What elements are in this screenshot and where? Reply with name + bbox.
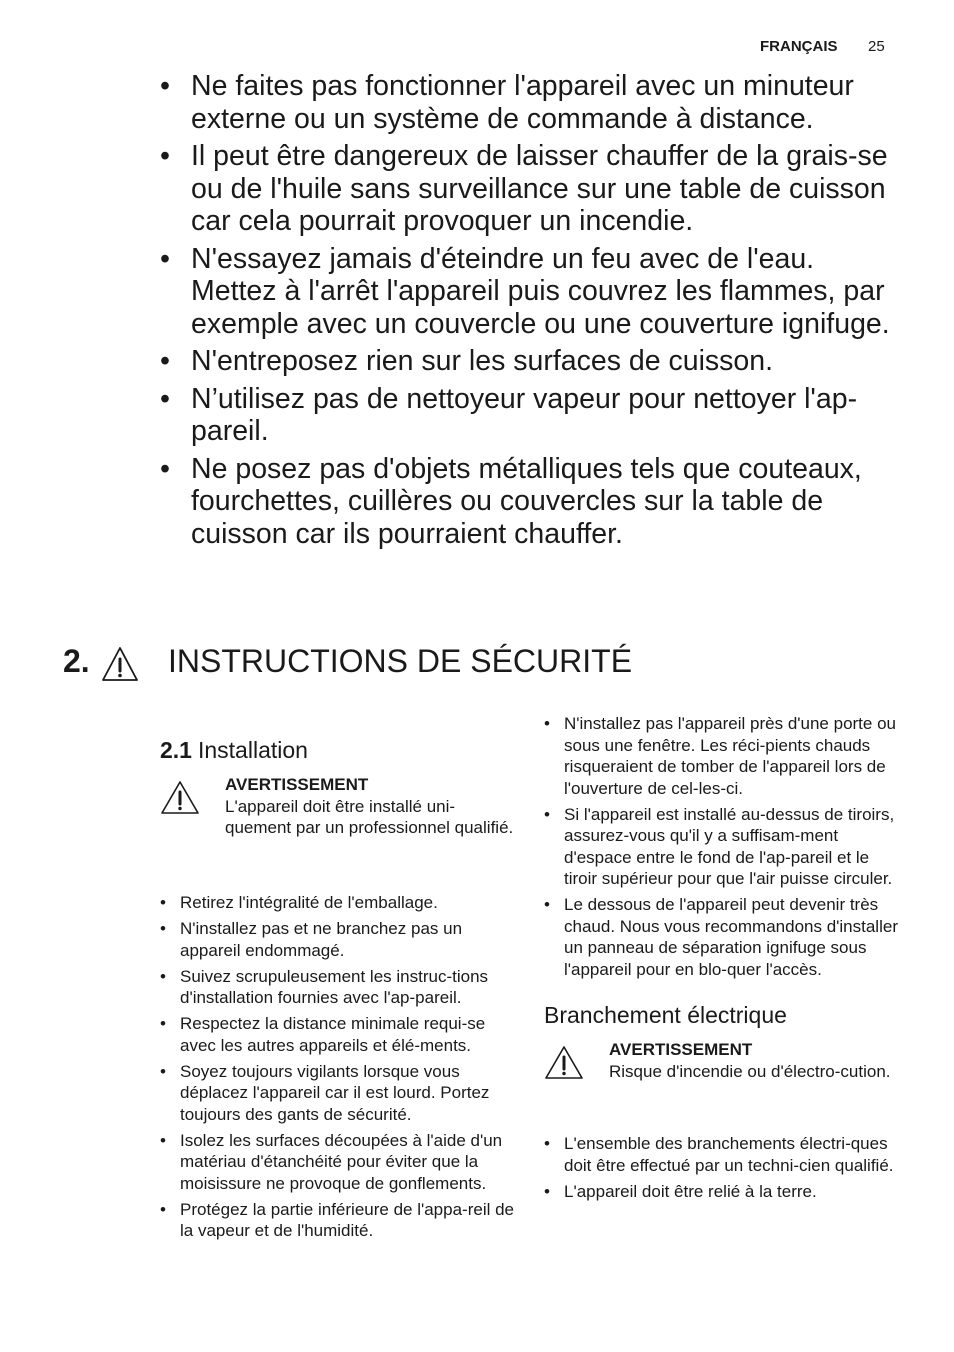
installation-bullet-list	[160, 892, 515, 1242]
page-number: 25	[868, 38, 885, 55]
list-item: • Suivez scrupuleusement les instruc-tions d'installation fournies avec l'ap-pareil.	[160, 966, 515, 1009]
warning-text: L'appareil doit être installé uni-quement par un professionnel qualifié.	[225, 796, 514, 837]
list-item: • N’utilisez pas de nettoyeur vapeur pour nettoyer l'ap-pareil.	[160, 383, 900, 448]
list-item: • N'essayez jamais d'éteindre un feu avec de l'eau. Mettez à l'arrêt l'appareil puis couvrez les flammes, par exemple avec un couvercle ou une couverture ignifuge.	[160, 243, 900, 341]
list-item: • Retirez l'intégralité de l'emballage.	[160, 892, 515, 914]
warning-text-block	[225, 774, 515, 839]
warning-triangle-icon	[160, 780, 200, 821]
installation-bullet-list-continued	[544, 713, 904, 980]
subsection-number: 2.1	[160, 737, 192, 763]
list-item: • N'installez pas l'appareil près d'une porte ou sous une fenêtre. Les réci-pients chauds risqueraient de tomber de l'appareil lors de l'ouverture de cel-les-ci.	[544, 713, 904, 799]
warning-triangle-icon	[100, 645, 140, 688]
list-item: • N'installez pas et ne branchez pas un appareil endommagé.	[160, 918, 515, 961]
subsection-title: Installation	[197, 737, 308, 763]
warning-triangle-icon	[544, 1045, 584, 1086]
section-heading	[63, 643, 863, 693]
warning-title: AVERTISSEMENT	[225, 775, 369, 794]
left-column	[160, 737, 515, 1246]
list-item: • Soyez toujours vigilants lorsque vous déplacez l'appareil car il est lourd. Portez toujours des gants de sécurité.	[160, 1061, 515, 1126]
list-item: • Ne faites pas fonctionner l'appareil avec un minuteur externe ou un système de commande à distance.	[160, 70, 900, 135]
warning-title: AVERTISSEMENT	[609, 1040, 753, 1059]
intro-bullet-list	[160, 70, 900, 555]
list-item: • L'appareil doit être relié à la terre.	[544, 1181, 904, 1203]
list-item: • Il peut être dangereux de laisser chauffer de la grais-se ou de l'huile sans surveillance sur une table de cuisson car cela pourrait provoquer un incendie.	[160, 140, 900, 238]
list-item: • L'ensemble des branchements électri-ques doit être effectué par un techni-cien qualifié.	[544, 1133, 904, 1176]
section-title: INSTRUCTIONS DE SÉCURITÉ	[168, 643, 633, 679]
list-item: • Protégez la partie inférieure de l'appa-reil de la vapeur et de l'humidité.	[160, 1199, 515, 1242]
header-language: FRANÇAIS	[760, 38, 838, 55]
warning-text-block	[609, 1039, 899, 1082]
list-item: • Ne posez pas d'objets métalliques tels que couteaux, fourchettes, cuillères ou couvercles sur la table de cuisson car ils pourraient chauffer.	[160, 453, 900, 551]
list-item: • N'entreposez rien sur les surfaces de cuisson.	[160, 345, 900, 378]
list-item: • Isolez les surfaces découpées à l'aide d'un matériau d'étanchéité pour éviter que la moisissure ne provoque de gonflements.	[160, 1130, 515, 1195]
subsection-heading	[160, 737, 515, 764]
subsection-title: Branchement électrique	[544, 1002, 787, 1028]
warning-text: Risque d'incendie ou d'électro-cution.	[609, 1061, 891, 1081]
subsection-heading	[544, 1002, 904, 1029]
list-item: • Si l'appareil est installé au-dessus de tiroirs, assurez-vous qu'il y a suffisam-ment d'espace entre le fond de l'ap-pareil et le tiroir supérieur pour que l'air puisse circuler.	[544, 804, 904, 890]
warning-box	[160, 774, 515, 892]
electrical-bullet-list	[544, 1133, 904, 1202]
list-item: • Le dessous de l'appareil peut devenir très chaud. Nous vous recommandons d'installer un panneau de séparation ignifuge sous l'appareil pour en blo-quer l'accès.	[544, 894, 904, 980]
right-column	[544, 713, 904, 1207]
section-number: 2.	[63, 643, 90, 679]
list-item: • Respectez la distance minimale requi-se avec les autres appareils et élé-ments.	[160, 1013, 515, 1056]
